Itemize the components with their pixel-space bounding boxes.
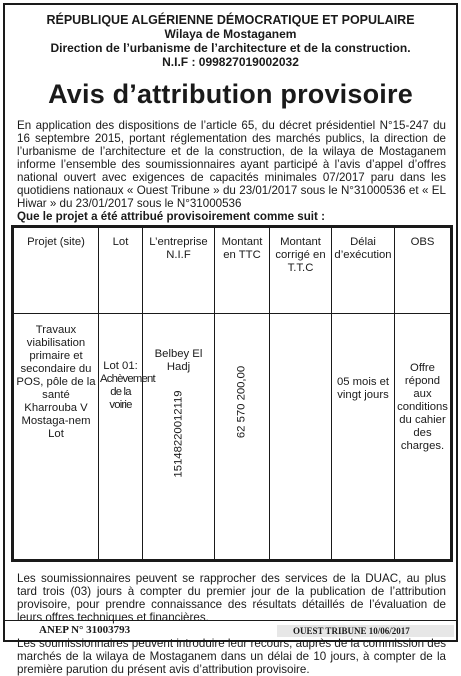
notice-header [5, 13, 456, 69]
cell-delai: 05 mois et vingt jours [332, 314, 395, 560]
intro-bold-line: Que le projet a été attribué provisoirement comme suit : [17, 210, 325, 223]
header-lot: Lot [99, 228, 143, 314]
cell-entreprise [143, 314, 215, 560]
award-table [13, 227, 451, 560]
cell-montant-corrige [270, 314, 332, 560]
header-delai: Délai d’exécution [332, 228, 395, 314]
cell-lot [99, 314, 155, 560]
cell-obs: Offre répond aux conditions du cahier des charges. [395, 314, 451, 560]
nif-line: N.I.F : 099827019002032 [162, 55, 299, 69]
wilaya-line: Wilaya de Mostaganem [164, 27, 297, 41]
montant-wrap [216, 314, 268, 497]
newspaper-reference: OUEST TRIBUNE 10/06/2017 [277, 625, 454, 637]
cell-montant [215, 314, 270, 560]
table-header-row [14, 228, 451, 314]
table-row [14, 314, 451, 560]
header-entreprise: L’entreprise N.I.F [143, 228, 215, 314]
footer-bar [5, 620, 456, 640]
header-projet: Projet (site) [14, 228, 99, 314]
lot-number: Lot 01: [103, 360, 138, 372]
intro-paragraph: En application des dispositions de l’article 65, du décret présidentiel N°15-247 du 16 septembre 2015, portant réglementation des marchés publics, la direction de l’urbanisme de l’architecture et de la construction, de la wilaya de Mostaganem informe l’ensemble des soumissionnaires ayant participé à l’avis d’appel d’offres national ouvert avec exigences de capacités minimales 07/2017 paru dans les quotidiens nationaux « Ouest Tribune » du 23/01/2017 sous le N°31000536 et « EL Hiwar » du 23/01/2017 sous le N°31000536 [17, 119, 446, 210]
header-montant-corrige: Montant corrigé en T.T.C [270, 228, 332, 314]
paragraph-consultation: Les soumissionnaires peuvent se rapprocher des services de la DUAC, au plus tard trois (03) jours à compter du premier jour de la publication de l’attribution provisoire, pour prendre connaissance des résultats détaillés de l’évaluation de leurs offres techniques et financières. [17, 572, 446, 624]
cell-projet: Travaux viabilisation primaire et secondaire du POS, pôle de la santé Kharrouba V Mostaga-nem Lot [14, 314, 99, 560]
header-montant: Montant en TTC [215, 228, 270, 314]
republic-line: RÉPUBLIQUE ALGÉRIENNE DÉMOCRATIQUE ET POPULAIRE [46, 13, 415, 27]
header-obs: OBS [395, 228, 451, 314]
entreprise-wrap [144, 314, 213, 497]
anep-number: ANEP N° 31003793 [39, 624, 131, 636]
entreprise-name: Belbey El Hadj [154, 348, 203, 373]
entreprise-nif: 15148220012119 [172, 390, 184, 478]
paragraph-recours: Les soumissionnaires peuvent introduire leur recours, auprès de la commission des marchés de la wilaya de Mostaganem dans un délai de 10 jours, à compter de la première parution du présent avis d’attribution provisoire. [17, 637, 446, 676]
direction-line: Direction de l’urbanisme de l’architecture et de la construction. [50, 41, 411, 55]
montant-value: 62 570 200,00 [235, 365, 248, 439]
notice-title: Avis d’attribution provisoire [48, 79, 413, 109]
lot-description: Achèvement de la voirie [100, 373, 155, 411]
notice-page [3, 3, 458, 676]
